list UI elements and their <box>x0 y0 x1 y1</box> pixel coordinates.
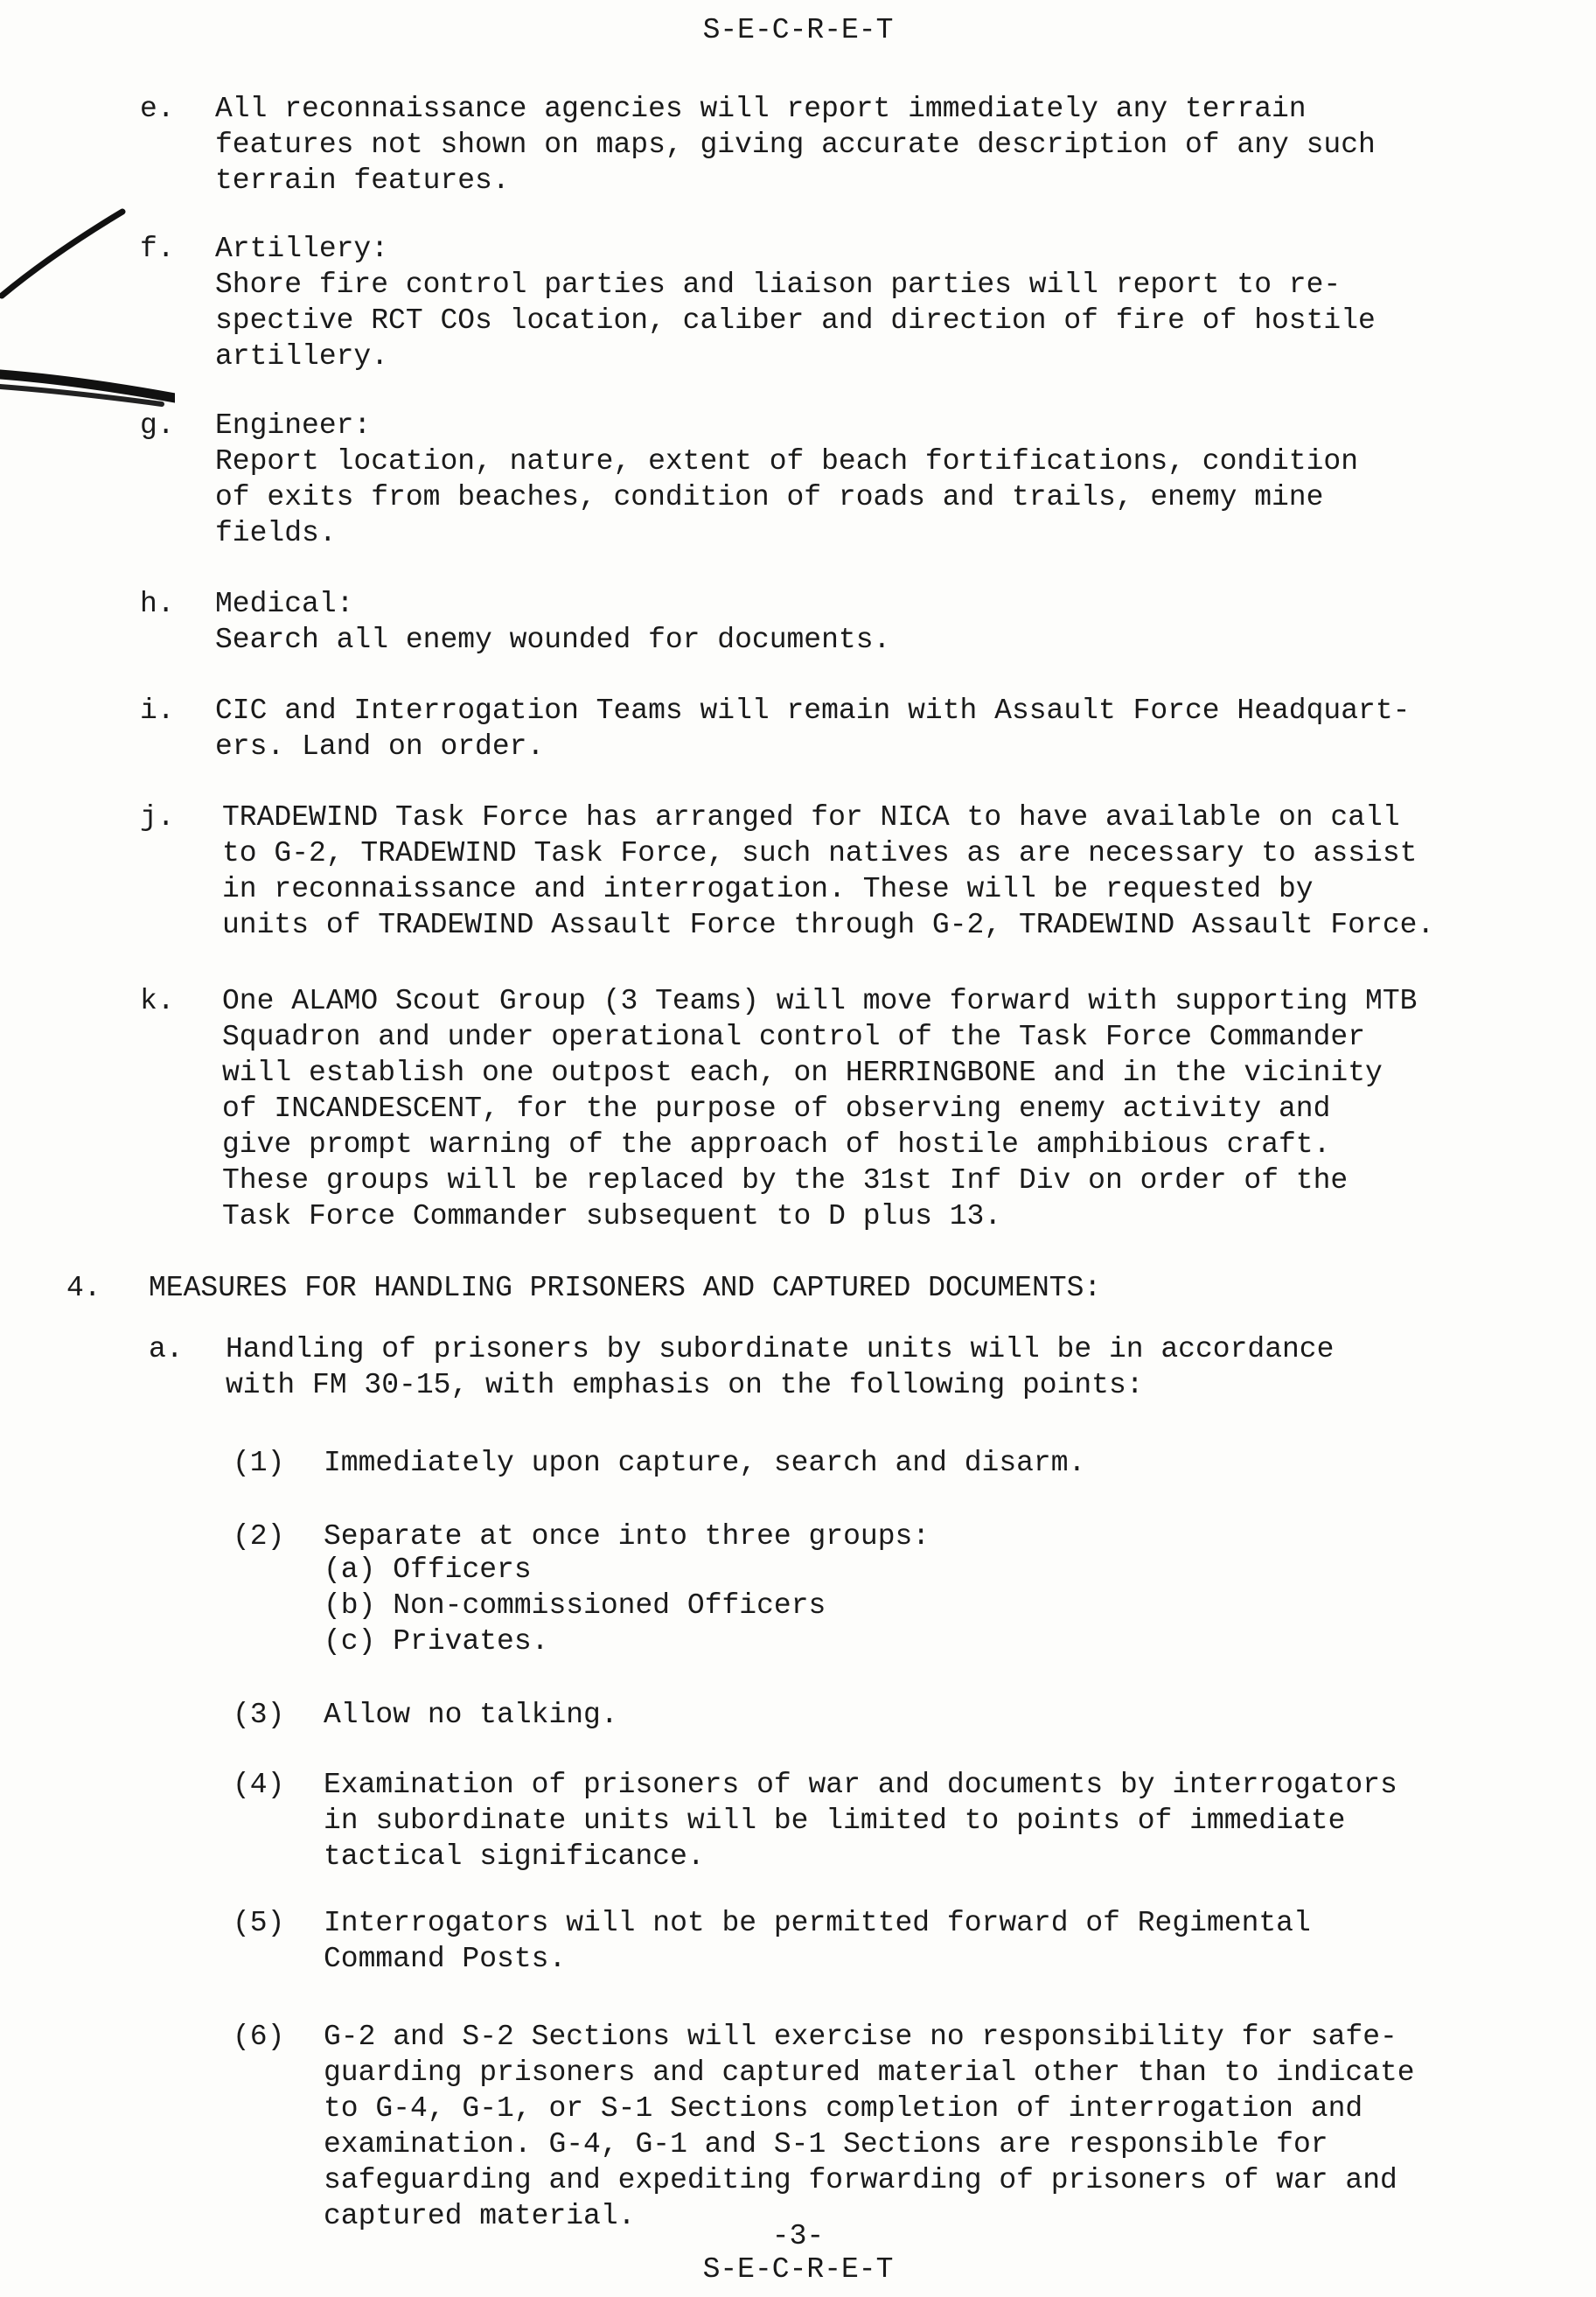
text-line: G-2 and S-2 Sections will exercise no responsibility for safe- <box>324 2021 1397 2053</box>
text-line: captured material. <box>324 2200 636 2232</box>
paragraph-label-h: h. <box>140 588 175 620</box>
text-line: terrain features. <box>215 164 510 197</box>
point-label-5: (5) <box>233 1907 285 1939</box>
text-line: Command Posts. <box>324 1943 567 1975</box>
text-line: Handling of prisoners by subordinate units will be in accordance <box>226 1333 1335 1365</box>
text-line: Immediately upon capture, search and disarm. <box>324 1447 1086 1479</box>
subitem-text: Non-commissioned Officers <box>393 1589 826 1622</box>
text-line: CIC and Interrogation Teams will remain with Assault Force Headquart- <box>215 695 1411 727</box>
point-2-subitems <box>324 1552 826 1659</box>
point-label-1: (1) <box>233 1447 285 1479</box>
text-line: guarding prisoners and captured material other than to indicate <box>324 2056 1415 2089</box>
text-line: Task Force Commander subsequent to D plus 13. <box>222 1200 1002 1232</box>
text-line: All reconnaissance agencies will report immediately any terrain <box>215 93 1307 125</box>
paragraph-k <box>222 983 1417 1234</box>
text-line: Artillery: <box>215 233 389 265</box>
subparagraph-a <box>226 1331 1334 1403</box>
text-line: Examination of prisoners of war and documents by interrogators <box>324 1769 1397 1801</box>
text-line: of exits from beaches, condition of roads and trails, enemy mine <box>215 481 1324 513</box>
point-1 <box>324 1445 1085 1481</box>
text-line: in subordinate units will be limited to points of immediate <box>324 1805 1346 1837</box>
text-line: Separate at once into three groups: <box>324 1520 930 1553</box>
subitem-text: Privates. <box>393 1625 549 1658</box>
section-number: 4. <box>66 1272 101 1304</box>
text-line: features not shown on maps, giving accurate description of any such <box>215 129 1376 161</box>
paragraph-e <box>215 91 1376 199</box>
text-line: give prompt warning of the approach of hostile amphibious craft. <box>222 1128 1331 1161</box>
header-classification: S-E-C-R-E-T <box>702 14 894 46</box>
paragraph-h <box>215 586 890 658</box>
text-line: with FM 30-15, with emphasis on the following points: <box>226 1369 1144 1401</box>
paragraph-label-k: k. <box>140 985 175 1017</box>
paragraph-label-j: j. <box>140 801 175 834</box>
point-label-2: (2) <box>233 1520 285 1553</box>
point-label-6: (6) <box>233 2021 285 2053</box>
text-line: of INCANDESCENT, for the purpose of observing enemy activity and <box>222 1093 1331 1125</box>
subitem-text: Officers <box>393 1553 532 1586</box>
text-line: Report location, nature, extent of beach fortifications, condition <box>215 445 1359 478</box>
point-label-3: (3) <box>233 1699 285 1731</box>
subitem-b <box>324 1588 826 1623</box>
point-6 <box>324 2019 1415 2234</box>
text-line: ers. Land on order. <box>215 730 545 763</box>
text-line: Search all enemy wounded for documents. <box>215 624 891 656</box>
text-line: will establish one outpost each, on HERRINGBONE and in the vicinity <box>222 1057 1383 1089</box>
text-line: TRADEWIND Task Force has arranged for NICA to have available on call <box>222 801 1400 834</box>
text-line: Medical: <box>215 588 354 620</box>
subitem-label: (c) <box>324 1625 376 1658</box>
point-4 <box>324 1767 1397 1875</box>
subitem-label: (a) <box>324 1553 376 1586</box>
paragraph-label-i: i. <box>140 695 175 727</box>
text-line: tactical significance. <box>324 1840 705 1873</box>
text-line: Engineer: <box>215 409 372 442</box>
text-line: spective RCT COs location, caliber and direction of fire of hostile <box>215 304 1376 337</box>
page-number: -3- <box>771 2220 825 2252</box>
footer-classification: S-E-C-R-E-T <box>702 2253 894 2286</box>
text-line: Interrogators will not be permitted forward of Regimental <box>324 1907 1311 1939</box>
text-line: Squadron and under operational control of the Task Force Commander <box>222 1021 1366 1053</box>
point-5 <box>324 1905 1311 1977</box>
subparagraph-label-a: a. <box>149 1333 184 1365</box>
subitem-a <box>324 1552 826 1588</box>
paragraph-label-e: e. <box>140 93 175 125</box>
paragraph-f <box>215 231 1376 374</box>
point-3 <box>324 1697 618 1733</box>
text-line: These groups will be replaced by the 31st Inf Div on order of the <box>222 1164 1349 1197</box>
paragraph-label-g: g. <box>140 409 175 442</box>
text-line: One ALAMO Scout Group (3 Teams) will move forward with supporting MTB <box>222 985 1418 1017</box>
text-line: fields. <box>215 517 337 549</box>
text-line: examination. G-4, G-1 and S-1 Sections are responsible for <box>324 2128 1328 2161</box>
text-line: Allow no talking. <box>324 1699 618 1731</box>
text-line: Shore fire control parties and liaison parties will report to re- <box>215 269 1342 301</box>
text-line: safeguarding and expediting forwarding of prisoners of war and <box>324 2164 1397 2196</box>
subitem-c <box>324 1623 826 1659</box>
point-2 <box>324 1519 930 1554</box>
paragraph-g <box>215 408 1358 551</box>
paragraph-i <box>215 693 1410 765</box>
paragraph-label-f: f. <box>140 233 175 265</box>
text-line: in reconnaissance and interrogation. These will be requested by <box>222 873 1314 905</box>
paragraph-j <box>222 799 1434 943</box>
section-heading: MEASURES FOR HANDLING PRISONERS AND CAPTURED DOCUMENTS: <box>149 1272 1102 1304</box>
subitem-label: (b) <box>324 1589 376 1622</box>
text-line: to G-4, G-1, or S-1 Sections completion of interrogation and <box>324 2092 1363 2125</box>
point-label-4: (4) <box>233 1769 285 1801</box>
text-line: artillery. <box>215 340 389 373</box>
text-line: to G-2, TRADEWIND Task Force, such natives as are necessary to assist <box>222 837 1418 869</box>
text-line: units of TRADEWIND Assault Force through G-2, TRADEWIND Assault Force. <box>222 909 1435 941</box>
